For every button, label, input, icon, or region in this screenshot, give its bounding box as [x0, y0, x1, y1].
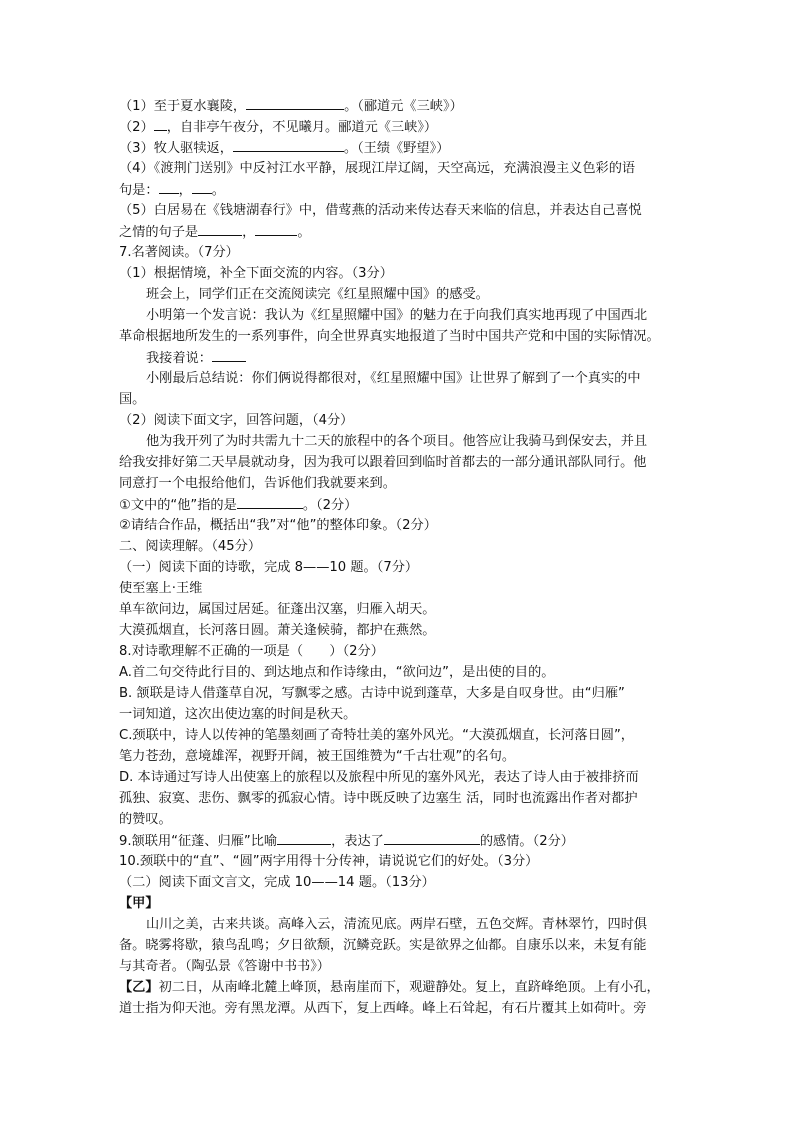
q8-option-d-cont: 孤独、寂寞、悲伤、飘零的孤寂心情。诗中既反映了边塞生 活，同时也流露出作者对都护	[119, 791, 638, 806]
passage-jia: 与其奇者。（陶弘景《答谢中书书》）	[119, 959, 330, 974]
poem-line: 大漠孤烟直，长河落日圆。萧关逢候骑，都护在燕然。	[119, 623, 436, 638]
q7-passage: 他为我开列了为时共需九十二天的旅程中的各个项目。他答应让我骑马到保安去，并且	[146, 434, 648, 449]
q7-title: 7.名著阅读。（7分）	[119, 245, 239, 260]
answer-blank[interactable]	[154, 116, 167, 131]
q7-paragraph: 小明第一个发言说：我认为《红星照耀中国》的魅力在于向我们真实地再现了中国西北	[146, 308, 648, 323]
q6-item-1	[119, 95, 684, 116]
q7-paragraph: 班会上，同学们正在交流阅读完《红星照耀中国》的感受。	[146, 287, 489, 302]
part2-sub2-title: （二）阅读下面文言文，完成 10——14 题。（13分）	[119, 875, 435, 890]
passage-yi-text: 初二日，从南峰北麓上峰顶，悬南崖而下，观避静处。复上，直跻峰绝顶。上有小孔，	[158, 980, 660, 995]
part2-title: 二、阅读理解。（45分）	[119, 539, 262, 554]
answer-blank[interactable]	[233, 137, 344, 152]
q8-title: 8.对诗歌理解不正确的一项是（ ）（2分）	[119, 644, 384, 659]
q8-option-b: B. 颔联是诗人借蓬草自况，写飘零之感。古诗中说到蓬草，大多是自叹身世。由“归雁”	[119, 686, 625, 701]
answer-blank[interactable]	[212, 347, 246, 362]
q6-item-4-mid: ，	[178, 183, 192, 198]
passage-yi	[119, 977, 684, 998]
passage-yi: 道士指为仰天池。旁有黑龙潭。从西下，复上西峰。峰上石耸起，有石片覆其上如荷叶。旁	[119, 1001, 647, 1016]
passage-jia-label: 【甲】	[119, 896, 159, 911]
q6-item-5-mid: ，	[242, 225, 256, 240]
q9-before: 9.颔联用“征蓬、归雁”比喻	[119, 834, 278, 849]
passage-yi-label: 【乙】	[119, 980, 159, 995]
document-page	[119, 95, 684, 1019]
q7-1-title: （1）根据情境，补全下面交流的内容。（3分）	[119, 266, 393, 281]
answer-blank[interactable]	[237, 494, 303, 509]
q6-item-5-line1: （5）白居易在《钱塘湖春行》中，借莺燕的活动来传达春天来临的信息，并表达自己喜悦	[119, 203, 642, 218]
q6-item-3-after: 。（王绩《野望》）	[343, 141, 450, 156]
q6-item-4-after: 。	[211, 183, 225, 198]
answer-blank[interactable]	[255, 221, 297, 236]
q6-item-2	[119, 116, 684, 137]
answer-blank[interactable]	[198, 221, 242, 236]
q7-passage: 同意打一个电报给他们，告诉他们我就要来到。	[119, 476, 396, 491]
q8-option-d-cont: 的赞叹。	[119, 812, 172, 827]
q6-item-2-after: ，自非亭午夜分，不见曦月。郦道元《三峡》）	[166, 120, 438, 135]
answer-blank[interactable]	[277, 830, 331, 845]
answer-blank[interactable]	[159, 179, 179, 194]
q7-sub-1-after: 。（2分）	[302, 498, 358, 513]
poem-title: 使至塞上·王维	[119, 581, 203, 596]
q7-sub-1	[119, 494, 684, 515]
q9-mid: ，表达了	[331, 834, 384, 849]
q9-after: 的感情。（2分）	[479, 834, 574, 849]
q7-sub-1-before: ①文中的“他”指的是	[119, 498, 237, 513]
q6-item-5-line2	[119, 221, 684, 242]
q6-item-4-line2	[119, 179, 684, 200]
q8-option-c-cont: 笔力苍劲，意境雄浑，视野开阔，被王国维赞为“千古壮观”的名句。	[119, 749, 516, 764]
part2-sub1-title: （一）阅读下面的诗歌，完成 8——10 题。（7分）	[119, 560, 419, 575]
q8-option-a: A.首二句交待此行目的、到达地点和作诗缘由，“欲问边”，是出使的目的。	[119, 665, 555, 680]
q6-item-4-line1: （4）《渡荆门送别》中反衬江水平静，展现江岸辽阔，天空高远，充满浪漫主义色彩的语	[119, 161, 636, 176]
answer-blank[interactable]	[246, 95, 344, 110]
q7-paragraph: 革命根据地所发生的一系列事件，向全世界真实地报道了当时中国共产党和中国的实际情况。	[119, 329, 660, 344]
q6-item-2-before: （2）	[119, 120, 154, 135]
q6-item-5-after: 。	[297, 225, 311, 240]
q7-paragraph: 小刚最后总结说：你们俩说得都很对，《红星照耀中国》让世界了解到了一个真实的中	[146, 371, 641, 386]
poem-line: 单车欲问边，属国过居延。征蓬出汉塞，归雁入胡天。	[119, 602, 436, 617]
q6-item-5-before: 之情的句子是	[119, 225, 199, 240]
q8-option-b-cont: 一词知道，这次出使边塞的时间是秋天。	[119, 707, 357, 722]
q8-option-d: D. 本诗通过写诗人出使塞上的旅程以及旅程中所见的塞外风光，表达了诗人由于被排挤而	[119, 770, 639, 785]
q10: 10.颈联中的“直”、“圆”两字用得十分传神，请说说它们的好处。（3分）	[119, 854, 539, 869]
q8-option-c: C.颈联中，诗人以传神的笔墨刻画了奇特壮美的塞外风光。“大漠孤烟直，长河落日圆”，	[119, 728, 634, 743]
passage-jia: 备。晓雾将歇，猿鸟乱鸣；夕日欲颓，沉鳞竞跃。实是欲界之仙都。自康乐以来，未复有能	[119, 938, 647, 953]
q6-item-1-after: 。（郦道元《三峡》）	[344, 99, 463, 114]
answer-blank[interactable]	[384, 830, 480, 845]
q6-item-4-before: 句是：	[119, 183, 159, 198]
q6-item-3	[119, 137, 684, 158]
q6-item-1-before: （1）至于夏水襄陵，	[119, 99, 247, 114]
q7-2-title: （2）阅读下面文字，回答问题，（4分）	[119, 413, 354, 428]
q7-sub-2: ②请结合作品，概括出“我”对“他”的整体印象。（2分）	[119, 518, 437, 533]
q6-item-3-before: （3）牧人驱犊返，	[119, 141, 233, 156]
q7-response-label: 我接着说：	[146, 351, 212, 366]
answer-blank[interactable]	[192, 179, 212, 194]
passage-jia: 山川之美，古来共谈。高峰入云，清流见底。两岸石壁，五色交辉。青林翠竹，四时俱	[146, 917, 648, 932]
q7-response-line	[119, 347, 684, 368]
q7-paragraph: 国。	[119, 392, 146, 407]
q9	[119, 830, 684, 851]
q7-passage: 给我安排好第二天早晨就动身，因为我可以跟着回到临时首都去的一部分通讯部队同行。他	[119, 455, 647, 470]
